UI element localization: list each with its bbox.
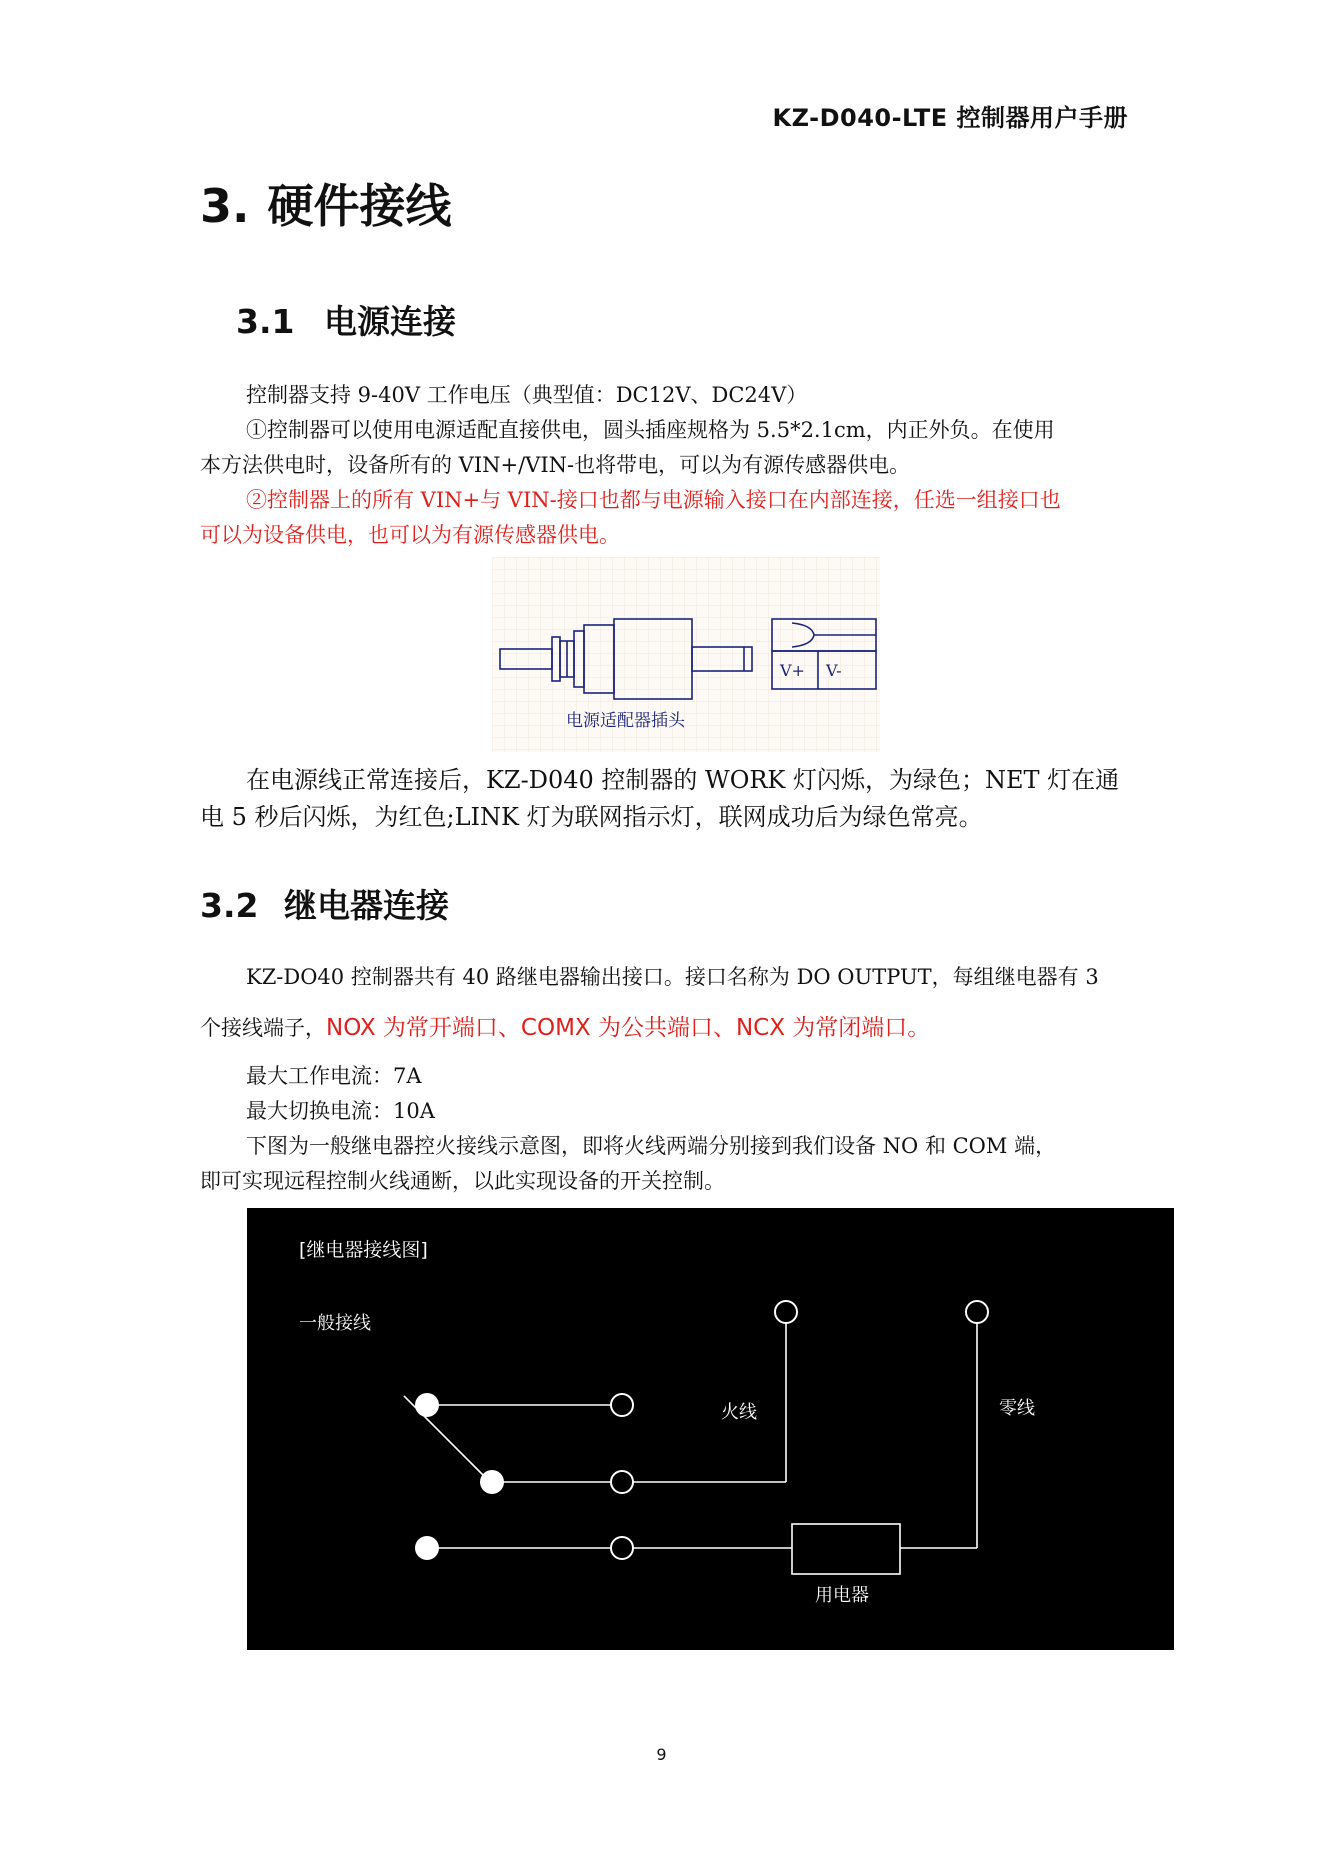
led-text-line1: 在电源线正常连接后，KZ-D040 控制器的 WORK 灯闪烁，为绿色；NET 灯在通 [246,766,1120,794]
terminal-text [200,1009,1130,1047]
vplus-label: V+ [780,661,805,680]
section-title: 继电器连接 [284,886,449,925]
section-heading-3-2 [200,880,449,927]
page-number: 9 [656,1745,667,1764]
appliance-label: 用电器 [815,1585,869,1606]
section-number: 3.2 [200,886,259,925]
power-paragraphs [200,378,1130,553]
adapter-text-line1: ①控制器可以使用电源适配直接供电，圆头插座规格为 5.5*2.1cm，内正外负。在使用 [246,418,1055,442]
switch-terminal-com [480,1470,504,1494]
section-number: 3.1 [236,302,295,341]
chapter-heading [200,170,451,236]
page-header: KZ-D040-LTE 控制器用户手册 [772,104,1128,132]
switch-terminal-bottom [415,1536,439,1560]
relay-wiring-diagram [247,1208,1174,1650]
live-terminal [775,1301,797,1323]
chapter-number: 3. [200,179,250,233]
led-text-line2: 电 5 秒后闪烁，为红色;LINK 灯为联网指示灯，联网成功后为绿色常亮。 [200,803,983,831]
adapter-text-line2: 本方法供电时，设备所有的 VIN+/VIN-也将带电，可以为有源传感器供电。 [200,453,911,477]
chapter-title: 硬件接线 [267,179,452,233]
relay-diagram-subtitle: 一般接线 [299,1313,371,1334]
section-title: 电源连接 [324,302,456,341]
relay-diagram-title: [继电器接线图] [299,1239,428,1261]
com-terminal [611,1471,633,1493]
led-paragraph [200,762,1140,836]
relay-count-text: KZ-DO40 控制器共有 40 路继电器输出接口。接口名称为 DO OUTPUT，每组继电器有 3 [246,965,1099,989]
terminal-text-red: NOX 为常开端口、COMX 为公共端口、NCX 为常闭端口。 [326,1015,931,1041]
bottom-terminal [611,1537,633,1559]
neutral-terminal [966,1301,988,1323]
neutral-wire-label: 零线 [999,1398,1035,1419]
relay-paragraphs [200,960,1130,1199]
vin-text-line2: 可以为设备供电，也可以为有源传感器供电。 [200,523,620,547]
terminal-text-black: 个接线端子， [200,1016,326,1040]
live-wire-label: 火线 [721,1402,757,1423]
no-terminal [611,1394,633,1416]
wiring-text-line2: 即可实现远程控制火线通断，以此实现设备的开关控制。 [200,1169,725,1193]
switch-terminal-top [415,1393,439,1417]
vin-text-line1: ②控制器上的所有 VIN+与 VIN-接口也都与电源输入接口在内部连接，任选一组接口也 [246,488,1061,512]
adapter-plug-drawing [492,557,880,752]
section-heading-3-1 [236,296,456,343]
max-switching-current: 最大切换电流：10A [246,1099,435,1123]
vminus-label: V- [826,661,842,680]
relay-wiring-drawing [247,1208,1174,1650]
max-working-current: 最大工作电流：7A [246,1064,422,1088]
wiring-text-line1: 下图为一般继电器控火接线示意图，即将火线两端分别接到我们设备 NO 和 COM 端， [246,1134,1057,1158]
adapter-plug-diagram [492,557,880,752]
voltage-text: 控制器支持 9-40V 工作电压（典型值：DC12V、DC24V） [246,383,808,407]
adapter-caption: 电源适配器插头 [566,711,685,731]
